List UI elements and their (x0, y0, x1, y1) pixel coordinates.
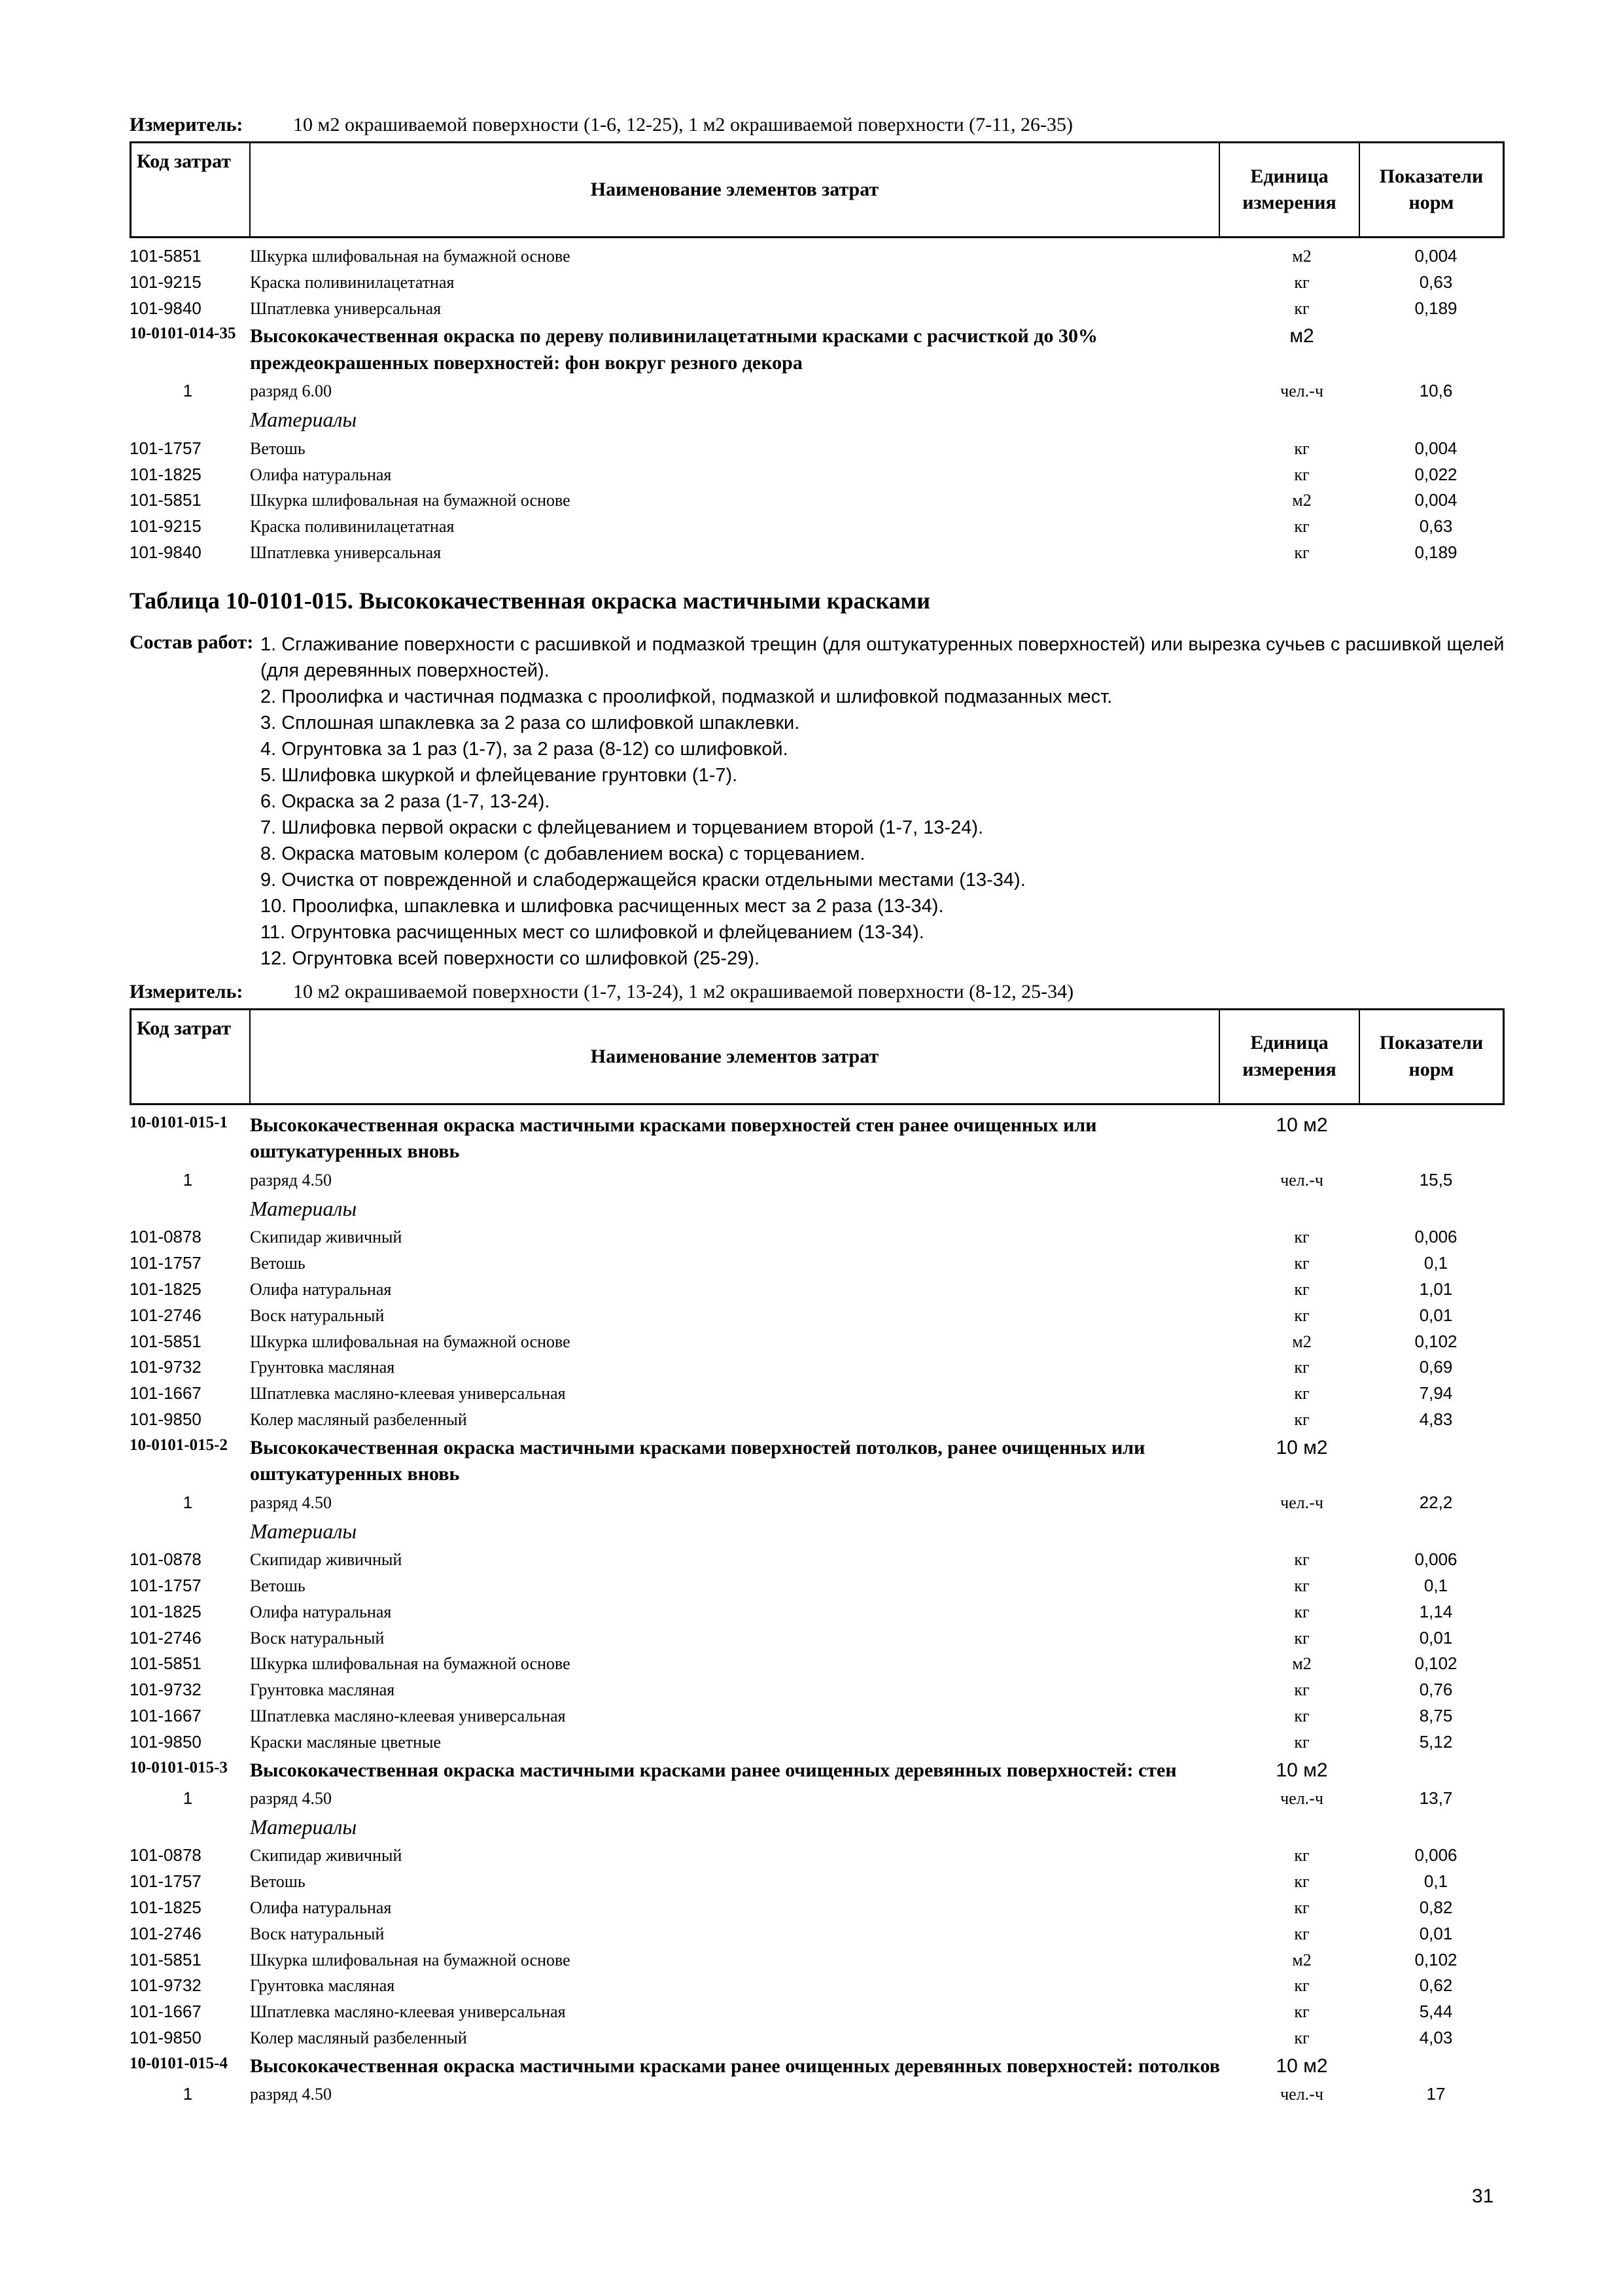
materials-heading-row (130, 1193, 1505, 1225)
work-step: 2. Проолифка и частичная подмазка с проолифкой, подмазкой и шлифовкой подмазанных мест. (260, 686, 1113, 707)
row-value: 0,102 (1414, 1331, 1457, 1351)
row-code: 1 (183, 381, 193, 401)
row-unit: кг (1294, 1628, 1310, 1648)
table-row (130, 270, 1505, 296)
table-row (130, 1677, 1505, 1703)
row-unit: кг (1294, 272, 1310, 292)
row-value (1367, 1193, 1505, 1225)
row-unit: кг (1294, 1227, 1310, 1247)
row-unit (1236, 1812, 1367, 1843)
row-unit: чел.-ч (1280, 1492, 1323, 1512)
row-unit: кг (1294, 517, 1310, 537)
work-step: 12. Огрунтовка всей поверхности со шлифовкой (25-29). (260, 947, 760, 969)
norm-row (130, 2051, 1505, 2082)
row-value: 8,75 (1419, 1705, 1453, 1725)
header-code: Код затрат (131, 143, 251, 238)
work-step: 1. Сглаживание поверхности с расшивкой и подмазкой трещин (для оштукатуренных поверхностей) или вырезка сучьев с расшивкой щелей (для деревянных поверхностей). (260, 633, 1505, 681)
norms-table-bottom (130, 1110, 1505, 2108)
row-name: Шкурка шлифовальная на бумажной основе (250, 1654, 570, 1674)
row-code: 101-5851 (130, 1331, 201, 1351)
row-code: 101-1667 (130, 1383, 201, 1404)
row-code: 101-2746 (130, 1305, 201, 1325)
measure-text: 10 м2 окрашиваемой поверхности (1-6, 12-25), 1 м2 окрашиваемой поверхности (7-11, 26-35) (293, 114, 1073, 135)
row-code: 101-1757 (130, 438, 201, 458)
row-code: 10-0101-015-1 (130, 1113, 228, 1131)
row-unit: 10 м2 (1276, 1759, 1328, 1781)
row-unit: кг (1294, 438, 1310, 458)
works-label: Состав работ: (130, 631, 254, 653)
row-code: 10-0101-015-4 (130, 2054, 228, 2072)
row-value: 1,01 (1419, 1279, 1453, 1299)
row-code: 101-9732 (130, 1680, 201, 1700)
row-value: 7,94 (1419, 1383, 1453, 1404)
labor-row (130, 1786, 1505, 1812)
row-code: 101-1757 (130, 1575, 201, 1595)
row-name: Шпатлевка универсальная (250, 542, 442, 562)
header-name: Наименование элементов затрат (250, 143, 1219, 238)
row-unit: м2 (1292, 1654, 1312, 1674)
row-name: Ветошь (250, 438, 305, 458)
table-row (130, 1250, 1505, 1277)
row-value (1367, 1110, 1505, 1167)
table-header-bottom (130, 1008, 1505, 1105)
norm-row (130, 321, 1505, 378)
table-row (130, 1573, 1505, 1599)
row-unit: 10 м2 (1276, 1436, 1328, 1458)
row-code: 101-0878 (130, 1549, 201, 1570)
row-code: 101-9850 (130, 1409, 201, 1429)
row-name: Олифа натуральная (250, 465, 392, 484)
row-name: Высококачественная окраска мастичными красками поверхностей потолков, ранее очищенных или оштукатуренных вновь (250, 1436, 1145, 1485)
row-value: 0,004 (1414, 438, 1457, 458)
row-unit: кг (1294, 1279, 1310, 1299)
table-row (130, 1599, 1505, 1625)
labor-row (130, 1167, 1505, 1193)
row-code: 101-9732 (130, 1357, 201, 1377)
works-section (130, 631, 1505, 972)
row-value: 0,82 (1419, 1897, 1453, 1917)
row-unit: кг (1294, 1732, 1310, 1752)
row-value: 1,14 (1419, 1601, 1453, 1621)
row-code: 101-9840 (130, 542, 201, 562)
table-row (130, 540, 1505, 566)
labor-row (130, 378, 1505, 404)
table-row (130, 1703, 1505, 1729)
row-unit: кг (1294, 1305, 1310, 1325)
row-name: разряд 6.00 (250, 381, 332, 401)
materials-heading-row (130, 404, 1505, 436)
row-code: 101-1825 (130, 1279, 201, 1299)
table-row (130, 1329, 1505, 1355)
page-number: 31 (1472, 2185, 1494, 2207)
table-row (130, 1947, 1505, 1973)
row-name: Олифа натуральная (250, 1602, 392, 1621)
row-code: 101-1757 (130, 1871, 201, 1892)
row-code: 101-9840 (130, 298, 201, 318)
row-code (130, 404, 246, 436)
row-unit: кг (1294, 2002, 1310, 2022)
measure-line-bottom (130, 981, 1505, 1003)
row-value: 4,83 (1419, 1409, 1453, 1429)
row-value: 5,44 (1419, 2002, 1453, 2022)
table-row (130, 1407, 1505, 1433)
table-row (130, 436, 1505, 462)
row-code: 101-0878 (130, 1227, 201, 1247)
row-name: Ветошь (250, 1254, 305, 1273)
row-value: 0,004 (1414, 490, 1457, 510)
table-row (130, 1381, 1505, 1407)
row-value: 0,102 (1414, 1949, 1457, 1969)
row-name: Шпатлевка масляно-клеевая универсальная (250, 1706, 566, 1725)
row-unit: кг (1294, 1976, 1310, 1996)
row-code: 101-5851 (130, 1949, 201, 1969)
row-code: 101-1667 (130, 1705, 201, 1725)
measure-label: Измеритель: (130, 114, 243, 135)
row-name: Колер масляный разбеленный (250, 1409, 467, 1429)
row-name: Олифа натуральная (250, 1279, 392, 1299)
row-value: 0,189 (1414, 298, 1457, 318)
table-row (130, 514, 1505, 540)
work-step: 7. Шлифовка первой окраски с флейцеванием и торцеванием второй (1-7, 13-24). (260, 817, 984, 838)
row-value: 17 (1426, 2084, 1446, 2104)
row-code: 101-1825 (130, 464, 201, 484)
table-row (130, 1895, 1505, 1921)
row-value: 0,62 (1419, 1975, 1453, 1996)
row-code: 1 (183, 1788, 193, 1808)
row-value: 4,03 (1419, 2027, 1453, 2047)
row-unit: 10 м2 (1276, 2055, 1328, 2077)
row-code (130, 1812, 246, 1843)
row-value: 0,004 (1414, 246, 1457, 266)
row-name: Скипидар живичный (250, 1846, 402, 1865)
document-page (130, 105, 1505, 2108)
row-name: Колер масляный разбеленный (250, 2028, 467, 2047)
row-value (1367, 1516, 1505, 1547)
row-name: Высококачественная окраска мастичными красками ранее очищенных деревянных поверхностей: стен (250, 1759, 1177, 1781)
row-code: 101-5851 (130, 246, 201, 266)
row-unit: кг (1294, 298, 1310, 318)
row-unit: кг (1294, 1409, 1310, 1429)
row-value: 10,6 (1419, 381, 1453, 401)
row-code: 101-9215 (130, 272, 201, 292)
row-value: 22,2 (1419, 1492, 1453, 1512)
row-value: 0,01 (1419, 1627, 1453, 1648)
row-name: Грунтовка масляная (250, 1358, 395, 1377)
header-name: Наименование элементов затрат (250, 1009, 1219, 1104)
row-unit: кг (1294, 1846, 1310, 1865)
row-value: 0,006 (1414, 1845, 1457, 1865)
row-value (1367, 404, 1505, 436)
row-code: 101-9850 (130, 1731, 201, 1752)
row-name: Шкурка шлифовальная на бумажной основе (250, 491, 570, 510)
table-row (130, 296, 1505, 322)
row-unit: кг (1294, 1872, 1310, 1892)
row-code: 10-0101-015-2 (130, 1436, 228, 1454)
table-row (130, 1651, 1505, 1677)
row-value (1367, 2051, 1505, 2082)
row-name: Воск натуральный (250, 1924, 385, 1943)
table-header-top (130, 141, 1505, 238)
work-step: 10. Проолифка, шпаклевка и шлифовка расчищенных мест за 2 раза (13-34). (260, 895, 944, 917)
measure-label: Измеритель: (130, 980, 243, 1002)
row-name: Высококачественная окраска мастичными красками ранее очищенных деревянных поверхностей: потолков (250, 2055, 1220, 2077)
materials-heading-row (130, 1812, 1505, 1843)
row-value: 0,006 (1414, 1227, 1457, 1247)
table-row (130, 1729, 1505, 1756)
row-name: Материалы (250, 1196, 357, 1220)
row-code: 10-0101-015-3 (130, 1758, 228, 1776)
row-value: 15,5 (1419, 1169, 1453, 1190)
row-name: Олифа натуральная (250, 1898, 392, 1917)
row-name: разряд 4.50 (250, 1170, 332, 1190)
row-value: 13,7 (1419, 1788, 1453, 1808)
row-name: Ветошь (250, 1872, 305, 1892)
row-value (1367, 1433, 1505, 1490)
row-value: 5,12 (1419, 1731, 1453, 1752)
row-unit: кг (1294, 2028, 1310, 2047)
row-code: 101-0878 (130, 1845, 201, 1865)
row-unit: м2 (1289, 325, 1314, 347)
norm-row (130, 1756, 1505, 1786)
row-unit: кг (1294, 1924, 1310, 1943)
row-name: Материалы (250, 1814, 357, 1839)
header-code: Код затрат (131, 1009, 251, 1104)
row-unit: м2 (1292, 1950, 1312, 1969)
row-name: Материалы (250, 1519, 357, 1543)
row-unit (1236, 404, 1367, 436)
row-code: 101-9732 (130, 1975, 201, 1996)
row-unit: 10 м2 (1276, 1114, 1328, 1136)
row-unit: м2 (1292, 247, 1312, 266)
header-unit: Единица измерения (1219, 1009, 1359, 1104)
work-step: 9. Очистка от поврежденной и слабодержащейся краски отдельными местами (13-34). (260, 869, 1026, 891)
table-row (130, 1547, 1505, 1573)
row-name: Шкурка шлифовальная на бумажной основе (250, 1332, 570, 1351)
table-row (130, 1921, 1505, 1947)
table-row (130, 1224, 1505, 1250)
row-name: Краски масляные цветные (250, 1732, 442, 1752)
table-row (130, 243, 1505, 270)
row-value: 0,76 (1419, 1680, 1453, 1700)
row-name: Грунтовка масляная (250, 1680, 395, 1700)
row-unit: чел.-ч (1280, 2085, 1323, 2104)
row-name: Шкурка шлифовальная на бумажной основе (250, 247, 570, 266)
row-unit: кг (1294, 542, 1310, 562)
row-name: разряд 4.50 (250, 1492, 332, 1512)
row-unit: кг (1294, 1384, 1310, 1404)
table-row (130, 1303, 1505, 1329)
row-code: 101-2746 (130, 1627, 201, 1648)
row-name: Шпатлевка масляно-клеевая универсальная (250, 1384, 566, 1404)
work-step: 5. Шлифовка шкуркой и флейцевание грунтовки (1-7). (260, 764, 738, 786)
work-step: 8. Окраска матовым колером (с добавлением воска) с торцеванием. (260, 843, 865, 864)
header-value: Показатели норм (1359, 143, 1504, 238)
row-name: Шкурка шлифовальная на бумажной основе (250, 1950, 570, 1969)
row-unit: кг (1294, 1576, 1310, 1595)
row-name: Воск натуральный (250, 1305, 385, 1325)
table-row (130, 2025, 1505, 2051)
header-unit: Единица измерения (1219, 143, 1359, 238)
row-unit: кг (1294, 1898, 1310, 1917)
row-code: 101-5851 (130, 1653, 201, 1674)
work-step: 4. Огрунтовка за 1 раз (1-7), за 2 раза (8-12) со шлифовкой. (260, 738, 788, 760)
row-value: 0,006 (1414, 1549, 1457, 1570)
header-value: Показатели норм (1359, 1009, 1504, 1104)
row-name: Высококачественная окраска мастичными красками поверхностей стен ранее очищенных или оштукатуренных вновь (250, 1114, 1097, 1163)
row-name: Грунтовка масляная (250, 1976, 395, 1996)
row-unit: м2 (1292, 491, 1312, 510)
table-row (130, 487, 1505, 514)
table-row (130, 1999, 1505, 2025)
table-row (130, 1973, 1505, 1999)
work-step: 3. Сплошная шпаклевка за 2 раза со шлифовкой шпаклевки. (260, 712, 800, 733)
row-code: 101-5851 (130, 490, 201, 510)
work-step: 11. Огрунтовка расчищенных мест со шлифовкой и флейцеванием (13-34). (260, 921, 924, 943)
row-unit (1236, 1193, 1367, 1225)
norm-row (130, 1433, 1505, 1490)
row-name: разряд 4.50 (250, 1789, 332, 1808)
row-code: 101-2746 (130, 1923, 201, 1943)
row-unit: кг (1294, 1602, 1310, 1621)
row-code (130, 1516, 246, 1547)
row-code: 101-1825 (130, 1897, 201, 1917)
materials-heading-row (130, 1516, 1505, 1547)
row-code: 10-0101-014-35 (130, 325, 236, 343)
row-name: Ветошь (250, 1576, 305, 1595)
row-code: 101-1667 (130, 2002, 201, 2022)
row-unit: кг (1294, 1680, 1310, 1700)
row-value: 0,189 (1414, 542, 1457, 562)
measure-text: 10 м2 окрашиваемой поверхности (1-7, 13-24), 1 м2 окрашиваемой поверхности (8-12, 25-34) (293, 980, 1074, 1002)
labor-row (130, 2081, 1505, 2108)
row-value: 0,63 (1419, 516, 1453, 537)
row-unit: чел.-ч (1280, 1170, 1323, 1190)
row-unit (1236, 1516, 1367, 1547)
row-name: Шпатлевка масляно-клеевая универсальная (250, 2002, 566, 2022)
row-name: Краска поливинилацетатная (250, 272, 455, 292)
row-code (130, 1193, 246, 1225)
table-row (130, 1354, 1505, 1381)
row-name: Скипидар живичный (250, 1227, 402, 1247)
row-code: 1 (183, 1169, 193, 1190)
row-unit: чел.-ч (1280, 381, 1323, 401)
row-name: разряд 4.50 (250, 2085, 332, 2104)
table-row (130, 1625, 1505, 1651)
row-name: Воск натуральный (250, 1628, 385, 1648)
row-value: 0,1 (1423, 1253, 1448, 1273)
row-code: 101-9215 (130, 516, 201, 537)
row-value: 0,102 (1414, 1653, 1457, 1674)
row-name: Материалы (250, 408, 357, 432)
works-list (260, 631, 1505, 972)
row-name: Шпатлевка универсальная (250, 298, 442, 318)
row-value: 0,022 (1414, 464, 1457, 484)
row-value: 0,1 (1423, 1871, 1448, 1892)
row-unit: м2 (1292, 1332, 1312, 1351)
row-value: 0,1 (1423, 1575, 1448, 1595)
row-code: 101-1757 (130, 1253, 201, 1273)
row-code: 1 (183, 2084, 193, 2104)
row-name: Краска поливинилацетатная (250, 517, 455, 537)
row-code: 101-1825 (130, 1601, 201, 1621)
labor-row (130, 1490, 1505, 1516)
norm-row (130, 1110, 1505, 1167)
row-unit: кг (1294, 1550, 1310, 1570)
row-code: 101-9850 (130, 2027, 201, 2047)
row-value (1367, 1756, 1505, 1786)
row-unit: кг (1294, 465, 1310, 484)
table-row (130, 462, 1505, 488)
row-value (1367, 321, 1505, 378)
table-title: Таблица 10-0101-015. Высококачественная окраска мастичными красками (130, 587, 930, 614)
row-name: Высококачественная окраска по дереву поливинилацетатными красками с расчисткой до 30% преждеокрашенных поверхностей: фон вокруг резного декора (250, 325, 1098, 374)
table-row (130, 1843, 1505, 1869)
row-code: 1 (183, 1492, 193, 1512)
row-value: 0,69 (1419, 1357, 1453, 1377)
row-value (1367, 1812, 1505, 1843)
measure-line-top (130, 114, 1505, 136)
row-unit: чел.-ч (1280, 1789, 1323, 1808)
norms-table-top (130, 243, 1505, 566)
table-row (130, 1869, 1505, 1895)
row-value: 0,01 (1419, 1923, 1453, 1943)
row-value: 0,01 (1419, 1305, 1453, 1325)
row-unit: кг (1294, 1254, 1310, 1273)
work-step: 6. Окраска за 2 раза (1-7, 13-24). (260, 790, 550, 812)
row-unit: кг (1294, 1706, 1310, 1725)
row-unit: кг (1294, 1358, 1310, 1377)
table-row (130, 1277, 1505, 1303)
row-value: 0,63 (1419, 272, 1453, 292)
row-name: Скипидар живичный (250, 1550, 402, 1570)
